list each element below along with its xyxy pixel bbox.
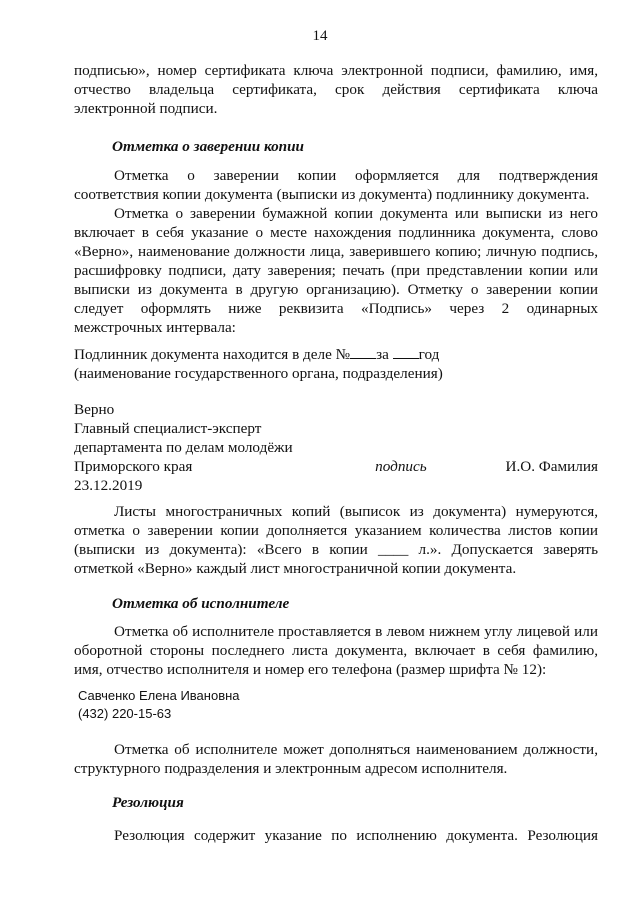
text-line: Отметка о заверении бумажной копии документа или выписки из него bbox=[114, 205, 598, 222]
page-number: 14 bbox=[312, 28, 328, 44]
text-line: отметкой «Верно» каждый лист многостраничной копии документа. bbox=[74, 560, 517, 577]
text-line: Листы многостраничных копий (выписок из документа) нумеруются, bbox=[114, 503, 598, 520]
section-heading-executor: Отметка об исполнителе bbox=[112, 595, 290, 612]
text-line: структурного подразделения и электронным адресом исполнителя. bbox=[74, 760, 508, 777]
position-line: Главный специалист-эксперт bbox=[74, 420, 262, 437]
text-line: (наименование государственного органа, подразделения) bbox=[74, 365, 443, 382]
text-line: отметка о заверении копии дополняется указанием количества листов копии bbox=[74, 522, 598, 539]
text-line: Отметка об исполнителе может дополняться наименованием должности, bbox=[114, 741, 598, 758]
text-line: имя, отчество исполнителя и номер его телефона (размер шрифта № 12): bbox=[74, 661, 547, 678]
text-line: электронной подписи. bbox=[74, 100, 218, 117]
sample-text: Подлинник документа находится в деле № bbox=[74, 346, 351, 363]
section-heading-resolution: Резолюция bbox=[112, 794, 184, 811]
executor-name: Савченко Елена Ивановна bbox=[78, 688, 240, 703]
blank-field bbox=[393, 345, 419, 359]
executor-phone: (432) 220-15-63 bbox=[78, 706, 172, 721]
text-line: Отметка об исполнителе проставляется в левом нижнем углу лицевой или bbox=[114, 623, 598, 640]
text-line: включает в себя указание о месте нахождения подлинника документа, слово bbox=[74, 224, 598, 241]
position-line: Приморского края bbox=[74, 458, 193, 475]
text-line: Отметка о заверении копии оформляется для подтверждения bbox=[114, 167, 598, 184]
resolution-paragraph bbox=[74, 826, 598, 845]
text-line: отчество владельца сертификата, срок действия сертификата ключа bbox=[74, 81, 598, 98]
copy-paragraph-1 bbox=[74, 166, 598, 204]
continuation-paragraph bbox=[74, 61, 598, 118]
sample-text: за bbox=[376, 346, 389, 363]
certification-date: 23.12.2019 bbox=[74, 477, 143, 494]
text-line: подписью», номер сертификата ключа электронной подписи, фамилию, имя, bbox=[74, 62, 598, 79]
copy-paragraph-2 bbox=[74, 204, 598, 337]
signature-placeholder: подпись bbox=[375, 458, 427, 475]
text-line: расшифровку подписи, дату заверения; печать (при представлении копии или bbox=[74, 262, 598, 279]
executor-sample bbox=[78, 687, 598, 723]
executor-paragraph-1 bbox=[74, 622, 598, 679]
verno-label: Верно bbox=[74, 401, 115, 418]
text-line bbox=[74, 345, 598, 364]
section-heading-copy: Отметка о заверении копии bbox=[112, 138, 305, 155]
text-line: межстрочных интервала: bbox=[74, 319, 236, 336]
text-line: выписки из документа в другую организацию). Отметку о заверении копии bbox=[74, 281, 598, 298]
blank-field bbox=[350, 345, 376, 359]
text-line: (выписки из документа): «Всего в копии ____ л.». Допускается заверять bbox=[74, 541, 598, 558]
sample-original-location bbox=[74, 345, 598, 383]
text-line: следует оформлять ниже реквизита «Подпись» через 2 одинарных bbox=[74, 300, 598, 317]
text-line: «Верно», наименование должности лица, заверившего копию; личную подпись, bbox=[74, 243, 598, 260]
signature-row bbox=[74, 457, 598, 476]
copy-paragraph-3 bbox=[74, 502, 598, 578]
executor-paragraph-2 bbox=[74, 740, 598, 778]
signer-name: И.О. Фамилия bbox=[505, 458, 598, 475]
text-line: оборотной стороны последнего листа документа, включает в себя фамилию, bbox=[74, 642, 598, 659]
text-line: соответствия копии документа (выписки из документа) подлиннику документа. bbox=[74, 186, 590, 203]
text-line: Резолюция содержит указание по исполнению документа. Резолюция bbox=[114, 827, 598, 844]
sample-certification bbox=[74, 400, 598, 495]
sample-text: год bbox=[418, 346, 440, 363]
position-line: департамента по делам молодёжи bbox=[74, 439, 293, 456]
